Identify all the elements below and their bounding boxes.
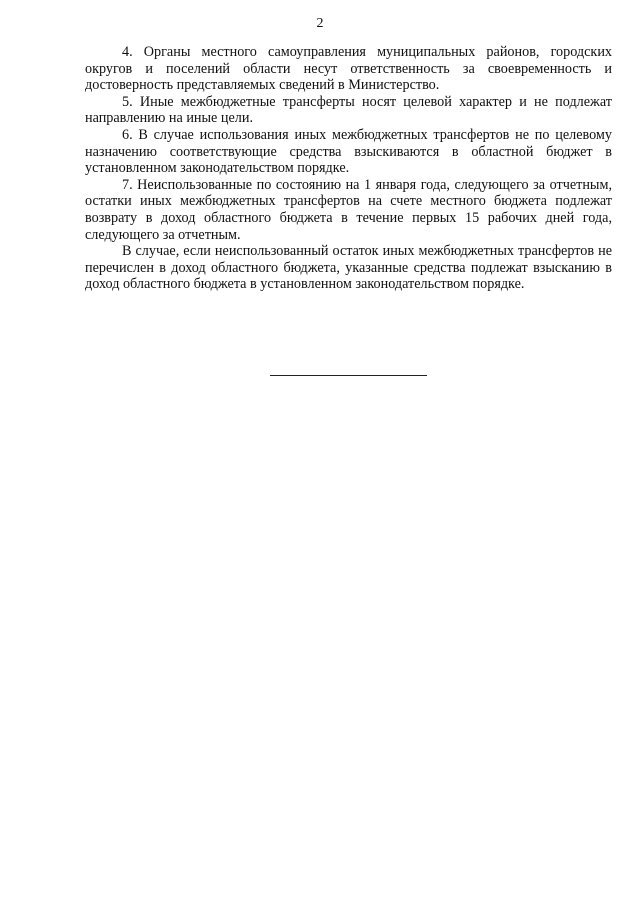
paragraph-4: 4. Органы местного самоуправления муниципальных районов, городских округов и поселений области несут ответственность за своевременность и достоверность представляемых сведений в Министерство. xyxy=(85,44,612,94)
document-body xyxy=(85,44,612,293)
paragraph-7-continuation: В случае, если неиспользованный остаток иных межбюджетных трансфертов не перечислен в доход областного бюджета, указанные средства подлежат взысканию в доход областного бюджета в установленном законодательством порядке. xyxy=(85,243,612,293)
page-number: 2 xyxy=(316,16,324,31)
paragraph-7: 7. Неиспользованные по состоянию на 1 января года, следующего за отчетным, остатки иных межбюджетных трансфертов на счете местного бюджета подлежат возврату в доход областного бюджета в течение первых 15 рабочих дней года, следующего за отчетным. xyxy=(85,176,612,243)
paragraph-5: 5. Иные межбюджетные трансферты носят целевой характер и не подлежат направлению на иные цели. xyxy=(85,93,612,127)
end-separator-line xyxy=(270,375,427,376)
paragraph-6: 6. В случае использования иных межбюджетных трансфертов не по целевому назначению соответствующие средства взыскиваются в областной бюджет в установленном законодательством порядке. xyxy=(85,126,612,177)
